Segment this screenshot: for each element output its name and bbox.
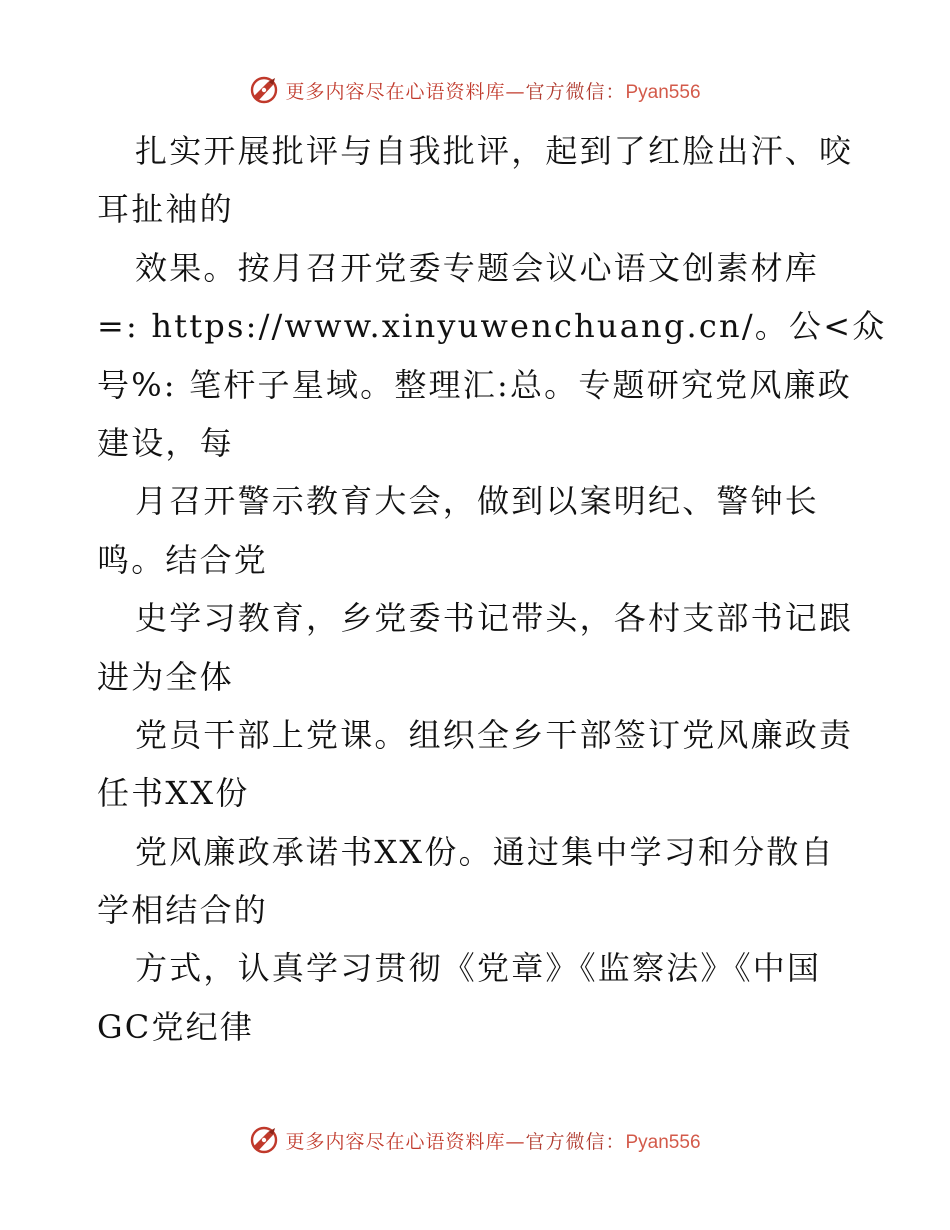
body-line: 耳扯袖的	[97, 190, 234, 229]
pen-nib-logo-icon	[249, 1125, 279, 1155]
body-line: 学相结合的	[97, 891, 269, 930]
header-banner-separator: —	[505, 80, 526, 103]
body-line: 鸣。结合党	[97, 540, 269, 579]
body-line: GC党纪律	[97, 1007, 255, 1046]
body-line: 党风廉政承诺书XX份。通过集中学习和分散自	[135, 832, 835, 871]
body-line: =: https://www.xinyuwenchuang.cn/。公<众	[97, 307, 887, 346]
body-line: 建设，每	[97, 423, 234, 462]
header-banner-main: 更多内容尽在心语资料库	[285, 80, 506, 103]
body-line: 党员干部上党课。组织全乡干部签订党风廉政责	[135, 715, 854, 754]
body-line: 进为全体	[97, 657, 234, 696]
body-line: 任书XX份	[97, 774, 250, 813]
header-banner-wechat-label: 官方微信：	[525, 80, 626, 103]
body-line: 月召开警示教育大会，做到以案明纪、警钟长	[135, 482, 820, 521]
body-line: 效果。按月召开党委专题会议心语文创素材库	[135, 248, 820, 287]
footer-banner-text	[285, 1127, 700, 1154]
footer-banner-wechat-id: Pyan556	[625, 1131, 701, 1153]
document-body	[97, 122, 887, 1056]
body-line: 方式，认真学习贯彻《党章》《监察法》《中国	[135, 949, 822, 988]
body-line: 史学习教育，乡党委书记带头，各村支部书记跟	[135, 599, 854, 638]
header-banner-wechat-id: Pyan556	[625, 81, 701, 103]
header-banner	[0, 70, 950, 110]
header-banner-text	[285, 77, 700, 104]
footer-banner-wechat-label: 官方微信：	[525, 1130, 626, 1153]
footer-banner-separator: —	[505, 1130, 526, 1153]
footer-banner	[0, 1120, 950, 1160]
footer-banner-main: 更多内容尽在心语资料库	[285, 1130, 506, 1153]
pen-nib-logo-icon	[249, 75, 279, 105]
body-line: 扎实开展批评与自我批评，起到了红脸出汗、咬	[135, 132, 854, 170]
body-line: 号%: 笔杆子星域。整理汇:总。专题研究党风廉政	[97, 365, 852, 404]
